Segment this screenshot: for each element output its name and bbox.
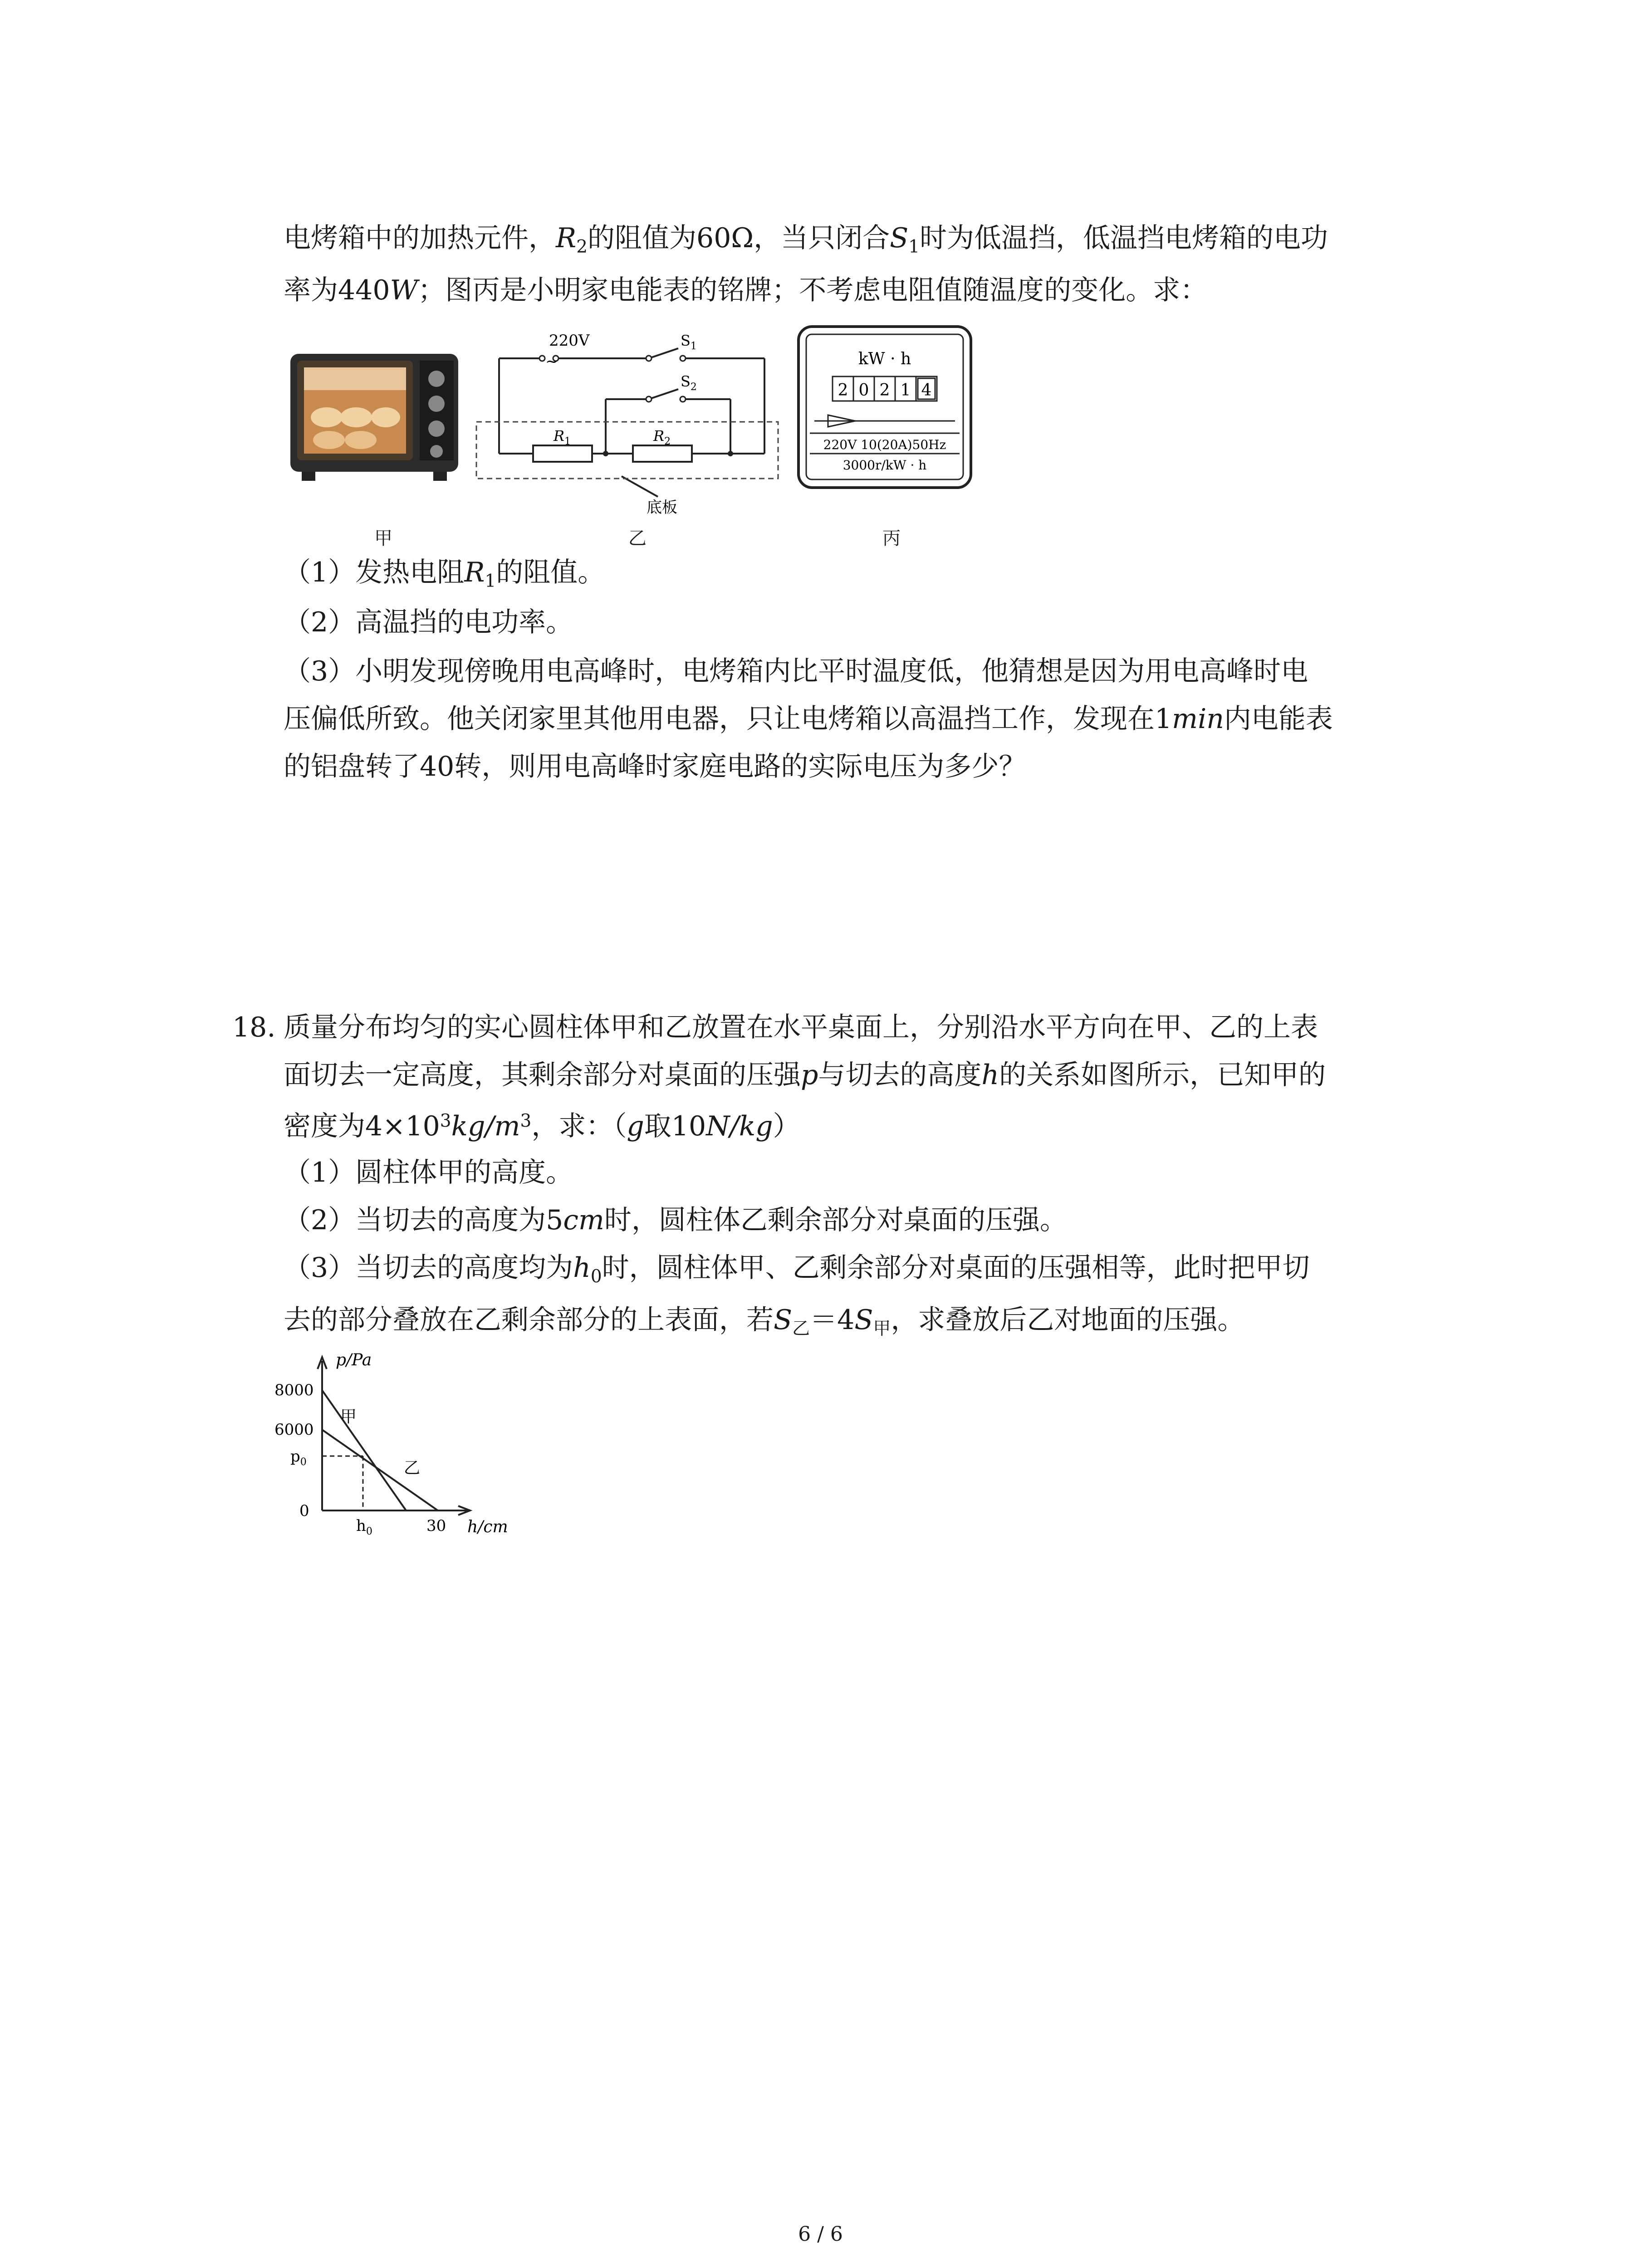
subscript: 甲 xyxy=(873,1318,891,1339)
x-tick-h0: h xyxy=(356,1517,366,1535)
unit: N xyxy=(706,1110,730,1142)
q18-line1: 质量分布均匀的实心圆柱体甲和乙放置在水平桌面上，分别沿水平方向在甲、乙的上表 xyxy=(284,1012,1318,1043)
svg-text:S1 xyxy=(681,332,697,352)
series-yi-line xyxy=(322,1430,438,1510)
unit: kg xyxy=(739,1110,773,1142)
text: ，求：（ xyxy=(531,1110,627,1142)
text: 面切去一定高度，其剩余部分对桌面的压强 xyxy=(284,1059,801,1091)
energy-meter xyxy=(796,324,973,490)
text: 的阻值为60Ω，当只闭合 xyxy=(588,222,890,254)
base-label: 底板 xyxy=(647,499,677,517)
q17-part3-line2 xyxy=(284,701,1333,737)
series-yi-label: 乙 xyxy=(404,1459,421,1477)
unit: / xyxy=(485,1110,495,1142)
q17-part2: （2）高温挡的电功率。 xyxy=(284,606,573,638)
text: ＝4 xyxy=(810,1304,855,1336)
s1-label: S xyxy=(681,332,691,349)
meter-digit: 4 xyxy=(921,381,932,400)
q17-part3-line3: 的铝盘转了40转，则用电高峰时家庭电路的实际电压为多少？ xyxy=(284,751,1026,782)
subscript: 1 xyxy=(485,571,496,591)
unit: / xyxy=(730,1110,739,1142)
r2-label: R xyxy=(653,427,665,445)
symbol: g xyxy=(627,1110,644,1142)
symbol: R xyxy=(464,557,485,588)
meter-digit: 2 xyxy=(838,381,848,400)
text: 的阻值。 xyxy=(496,557,605,588)
text: 电烤箱中的加热元件， xyxy=(284,222,556,254)
text: 时，圆柱体乙剩余部分对桌面的压强。 xyxy=(604,1204,1067,1236)
caption-jia: 甲 xyxy=(374,528,392,549)
symbol: W xyxy=(390,274,418,306)
text: ，求叠放后乙对地面的压强。 xyxy=(891,1304,1245,1336)
svg-text:R2 xyxy=(653,427,671,447)
text: 取10 xyxy=(644,1110,706,1142)
q18-part2 xyxy=(284,1202,1067,1238)
text: ；图丙是小明家电能表的铭牌；不考虑电阻值随温度的变化。求： xyxy=(418,274,1208,306)
text: （2）当切去的高度为5 xyxy=(284,1204,563,1236)
meter-digit: 1 xyxy=(900,381,911,400)
unit: cm xyxy=(563,1204,604,1236)
svg-text:h0 xyxy=(356,1517,372,1537)
superscript: 3 xyxy=(440,1110,451,1131)
r1-label: R xyxy=(554,427,565,445)
y-tick-p0-sub: 0 xyxy=(300,1457,307,1468)
symbol: h xyxy=(981,1059,999,1091)
q18-part3-line1 xyxy=(284,1250,1310,1290)
s2-sub: 2 xyxy=(690,381,697,393)
q18-line2 xyxy=(284,1057,1326,1093)
q17-part3-line1: （3）小明发现傍晚用电高峰时，电烤箱内比平时温度低，他猜想是因为用电高峰时电 xyxy=(284,655,1308,687)
symbol: S xyxy=(890,222,909,254)
text: 率为440 xyxy=(284,274,390,306)
meter-digit: 0 xyxy=(858,381,869,400)
subscript: 0 xyxy=(590,1266,602,1287)
symbol: S xyxy=(774,1304,793,1336)
svg-text:R1 xyxy=(553,427,571,447)
voltage-label: 220V xyxy=(549,332,590,350)
svg-text:p0 xyxy=(290,1447,307,1468)
text: ） xyxy=(773,1110,800,1142)
r2-sub: 2 xyxy=(664,436,671,447)
meter-rev: 3000r/kW · h xyxy=(843,458,927,473)
circuit-diagram xyxy=(467,327,785,517)
superscript: 3 xyxy=(520,1110,532,1131)
text: 内电能表 xyxy=(1224,703,1333,735)
q18-number: 18. xyxy=(232,1012,276,1043)
svg-text:S2 xyxy=(681,373,697,393)
page-number: 6 / 6 xyxy=(798,2223,843,2246)
text: 时为低温挡，低温挡电烤箱的电功 xyxy=(920,222,1328,254)
text: 时，圆柱体甲、乙剩余部分对桌面的压强相等，此时把甲切 xyxy=(602,1252,1310,1284)
unit: min xyxy=(1172,703,1224,735)
q17-line2 xyxy=(284,272,1207,308)
oven-figure xyxy=(284,349,465,487)
text: 与切去的高度 xyxy=(818,1059,982,1091)
q17-part1 xyxy=(284,554,605,594)
q18-part3-line2 xyxy=(284,1302,1244,1342)
x-tick-h0-sub: 0 xyxy=(366,1526,372,1537)
symbol: R xyxy=(556,222,577,254)
x-tick-30: 30 xyxy=(426,1517,446,1535)
origin-label: 0 xyxy=(299,1502,309,1520)
text: 压偏低所致。他关闭家里其他用电器，只让电烤箱以高温挡工作，发现在1 xyxy=(284,703,1172,735)
s1-sub: 1 xyxy=(690,341,697,352)
y-tick-8000: 8000 xyxy=(274,1381,314,1399)
text: 密度为4×10 xyxy=(284,1110,440,1142)
text: 去的部分叠放在乙剩余部分的上表面，若 xyxy=(284,1304,774,1336)
q18-part1: （1）圆柱体甲的高度。 xyxy=(284,1157,573,1188)
pressure-graph xyxy=(272,1347,526,1540)
ac-symbol: ~ xyxy=(545,352,558,371)
q17-line1 xyxy=(284,220,1328,260)
unit: kg xyxy=(451,1110,485,1142)
meter-digit: 2 xyxy=(879,381,890,400)
oven-icon xyxy=(284,349,465,485)
y-axis-label: p/Pa xyxy=(336,1351,372,1369)
text: （1）发热电阻 xyxy=(284,557,465,588)
symbol: p xyxy=(801,1059,818,1091)
series-jia-line xyxy=(322,1390,406,1510)
circuit-figure xyxy=(467,327,785,519)
y-tick-6000: 6000 xyxy=(274,1421,314,1439)
x-axis-label: h/cm xyxy=(467,1518,508,1536)
series-jia-label: 甲 xyxy=(340,1408,357,1426)
text: 的关系如图所示，已知甲的 xyxy=(999,1059,1326,1091)
text: （3）当切去的高度均为 xyxy=(284,1252,573,1284)
r1-sub: 1 xyxy=(564,436,571,447)
q18-line3 xyxy=(284,1108,800,1148)
unit: m xyxy=(494,1110,520,1142)
y-tick-p0: p xyxy=(290,1447,300,1466)
symbol: S xyxy=(854,1304,873,1336)
meter-figure xyxy=(796,324,973,492)
subscript: 1 xyxy=(908,236,920,257)
meter-spec: 220V 10(20A)50Hz xyxy=(823,437,946,452)
caption-yi: 乙 xyxy=(628,528,647,549)
pressure-height-chart xyxy=(272,1347,526,1538)
s2-label: S xyxy=(681,373,691,390)
caption-bing: 丙 xyxy=(882,528,901,549)
symbol: h xyxy=(573,1252,591,1284)
subscript: 乙 xyxy=(792,1318,810,1339)
subscript: 2 xyxy=(576,236,588,257)
meter-unit: kW · h xyxy=(858,350,911,368)
